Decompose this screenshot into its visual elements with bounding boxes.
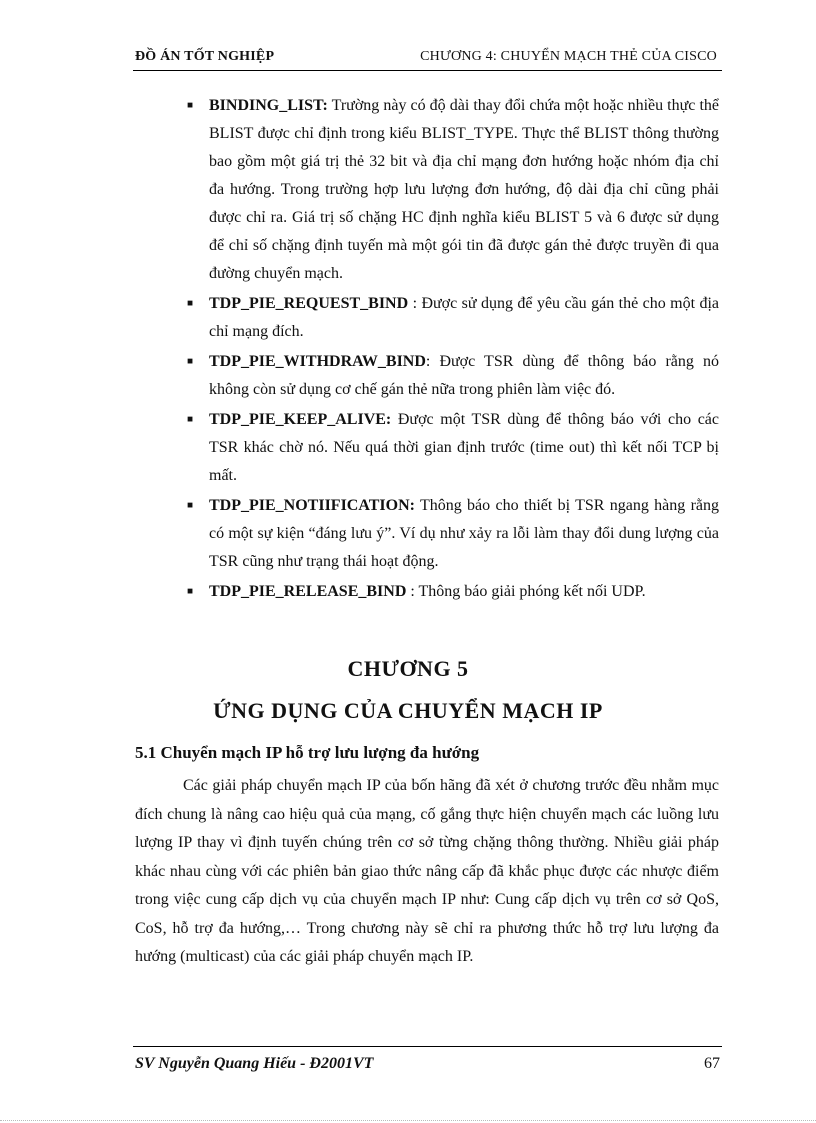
header-chapter-title: CHƯƠNG 4: CHUYỂN MẠCH THẺ CỦA CISCO	[420, 49, 717, 64]
list-item	[135, 492, 719, 576]
list-item	[135, 348, 719, 404]
list-item-term: BINDING_LIST:	[209, 97, 328, 114]
list-item	[135, 578, 719, 606]
list-item-term: TDP_PIE_RELEASE_BIND	[209, 583, 407, 600]
square-bullet-icon: ■	[187, 414, 194, 425]
page-edge-divider	[0, 1120, 816, 1121]
header-document-title: ĐỒ ÁN TỐT NGHIỆP	[135, 49, 275, 64]
list-item	[135, 406, 719, 490]
footer-author: SV Nguyễn Quang Hiếu - Đ2001VT	[135, 1055, 374, 1072]
section-heading: 5.1 Chuyển mạch IP hỗ trợ lưu lượng đa hướng	[135, 743, 480, 762]
list-item	[135, 290, 719, 346]
square-bullet-icon: ■	[187, 356, 194, 367]
list-item-text: Trường này có độ dài thay đổi chứa một hoặc nhiều thực thể BLIST được chỉ định trong kiểu BLIST_TYPE. Thực thể BLIST thông thường bao gồm một giá trị thẻ 32 bit và địa chỉ mạng đơn hướng hoặc nhóm địa chỉ đa hướng. Trong trường hợp lưu lượng đơn hướng, độ dài địa chỉ cũng phải được chỉ ra. Giá trị số chặng HC định nghĩa kiểu BLIST 5 và 6 được sử dụng để chỉ số chặng định tuyến mà một gói tin đã được gán thẻ được truyền đi qua đường chuyển mạch.	[209, 97, 719, 282]
footer-divider	[133, 1046, 722, 1047]
square-bullet-icon: ■	[187, 500, 194, 511]
header-divider	[133, 70, 722, 71]
list-item-term: TDP_PIE_WITHDRAW_BIND	[209, 353, 426, 370]
field-definition-list	[135, 92, 719, 608]
square-bullet-icon: ■	[187, 298, 194, 309]
list-item-term: TDP_PIE_KEEP_ALIVE:	[209, 411, 392, 428]
chapter-title: ỨNG DỤNG CỦA CHUYỂN MẠCH IP	[213, 698, 603, 723]
list-item-text: : Được TSR dùng để thông báo rằng nó không còn sử dụng cơ chế gán thẻ nữa trong phiên làm việc đó.	[209, 353, 719, 398]
list-item	[135, 92, 719, 288]
section-paragraph: Các giải pháp chuyển mạch IP của bốn hãng đã xét ở chương trước đều nhằm mục đích chung là nâng cao hiệu quả của mạng, cố gắng thực hiện chuyển mạch các luồng lưu lượng IP thay vì định tuyến chúng trên cơ sở từng chặng thông thường. Nhiều giải pháp khác nhau cùng với các phiên bản giao thức nâng cấp đã khắc phục được các nhược điểm trong việc cung cấp dịch vụ của chuyển mạch IP như: Cung cấp dịch vụ trên cơ sở QoS, CoS, hỗ trợ đa hướng,… Trong chương này sẽ chỉ ra phương thức hỗ trợ lưu lượng đa hướng (multicast) của các giải pháp chuyển mạch IP.	[135, 777, 719, 965]
list-item-text: Được một TSR dùng để thông báo với cho các TSR khác chờ nó. Nếu quá thời gian định trước (time out) thì kết nối TCP bị mất.	[209, 411, 719, 484]
list-item-text: : Thông báo giải phóng kết nối UDP.	[406, 583, 646, 600]
page-header	[135, 49, 721, 69]
page-number: 67	[704, 1055, 720, 1072]
list-item-text: : Được sử dụng để yêu cầu gán thẻ cho một địa chỉ mạng đích.	[209, 295, 719, 340]
list-item-text: Thông báo cho thiết bị TSR ngang hàng rằng có một sự kiện “đáng lưu ý”. Ví dụ như xảy ra lỗi làm thay đổi dung lượng của TSR cũng như trạng thái hoạt động.	[209, 497, 719, 570]
list-item-term: TDP_PIE_NOTIIFICATION:	[209, 497, 415, 514]
square-bullet-icon: ■	[187, 100, 194, 111]
chapter-number: CHƯƠNG 5	[347, 656, 469, 681]
list-item-term: TDP_PIE_REQUEST_BIND	[209, 295, 409, 312]
square-bullet-icon: ■	[187, 586, 194, 597]
